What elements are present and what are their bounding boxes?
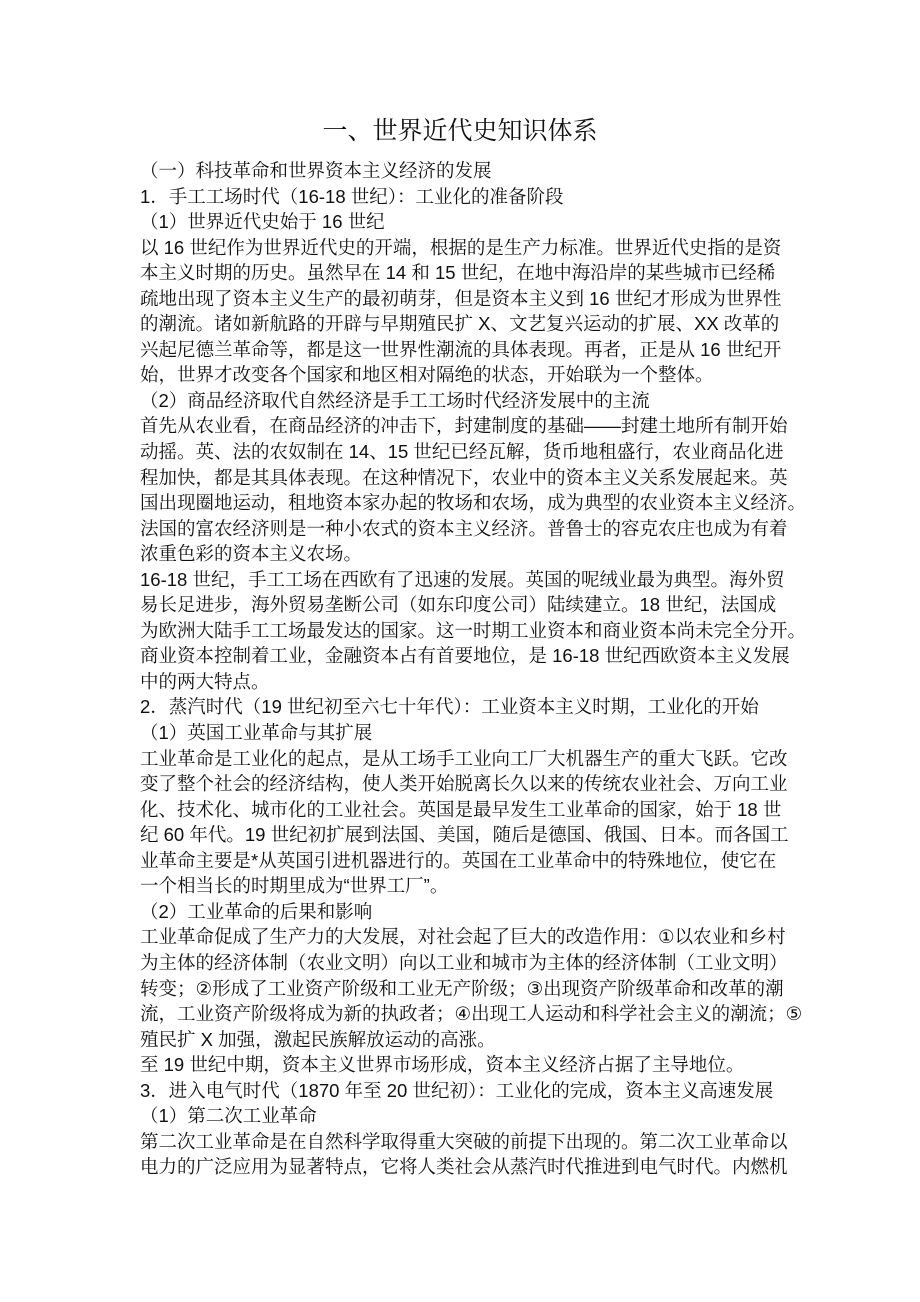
text-line: 化、技术化、城市化的工业社会。英国是最早发生工业革命的国家，始于 18 世 — [140, 798, 782, 820]
text-line: 工业革命是工业化的起点，是从工场手工业向工厂大机器生产的重大飞跃。它改 — [140, 747, 788, 769]
text-line: 1．手工工场时代（16-18 世纪）：工业化的准备阶段 — [140, 185, 564, 207]
document-body — [140, 158, 807, 1180]
text-line: 纪 60 年代。19 世纪初扩展到法国、美国，随后是德国、俄国、日本。而各国工 — [140, 824, 789, 846]
text-line: 电力的广泛应用为显著特点，它将人类社会从蒸汽时代推进到电气时代。内燃机 — [140, 1156, 788, 1178]
document-title: 一、世界近代史知识体系 — [322, 117, 598, 145]
text-line: 流，工业资产阶级将成为新的执政者；④出现工人运动和科学社会主义的潮流；⑤ — [140, 1003, 803, 1025]
text-line: 转变；②形成了工业资产阶级和工业无产阶级；③出现资产阶级革命和改革的潮 — [140, 977, 784, 999]
text-line: （2）商品经济取代自然经济是手工工场时代经济发展中的主流 — [140, 389, 650, 411]
text-line: （1）第二次工业革命 — [140, 1105, 317, 1127]
text-line: 变了整个社会的经济结构，使人类开始脱离长久以来的传统农业社会、万向工业 — [140, 773, 788, 795]
text-line: 工业革命促成了生产力的大发展，对社会起了巨大的改造作用：①以农业和乡村 — [140, 926, 786, 948]
text-line: 国出现圈地运动，租地资本家办起的牧场和农场，成为典型的农业资本主义经济。 — [140, 492, 807, 514]
text-line: 疏地出现了资本主义生产的最初萌芽，但是资本主义到 16 世纪才形成为世界性 — [140, 287, 782, 309]
text-line: 本主义时期的历史。虽然早在 14 和 15 世纪，在地中海沿岸的某些城市已经稀 — [140, 262, 776, 284]
text-line: 浓重色彩的资本主义农场。 — [140, 543, 363, 565]
text-line: 法国的富农经济则是一种小农式的资本主义经济。普鲁士的容克农庄也成为有着 — [140, 517, 788, 539]
text-line: 的潮流。诸如新航路的开辟与早期殖民扩 X、文艺复兴运动的扩展、XX 改革的 — [140, 313, 780, 335]
text-line: 业革命主要是*从英国引进机器进行的。英国在工业革命中的特殊地位，使它在 — [140, 849, 777, 871]
text-line: 程加快，都是其具体表现。在这种情况下，农业中的资本主义关系发展起来。英 — [140, 466, 788, 488]
text-line: （1）英国工业革命与其扩展 — [140, 722, 373, 744]
text-line: 中的两大特点。 — [140, 670, 270, 692]
text-line: （1）世界近代史始于 16 世纪 — [140, 211, 385, 233]
text-line: 一个相当长的时期里成为“世界工厂”。 — [140, 875, 449, 897]
text-line: 为欧洲大陆手工工场最发达的国家。这一时期工业资本和商业资本尚未完全分开。 — [140, 619, 807, 641]
text-line: 始，世界才改变各个国家和地区相对隔绝的状态，开始联为一个整体。 — [140, 364, 714, 386]
text-line: 首先从农业看，在商品经济的冲击下，封建制度的基础——封建土地所有制开始 — [140, 415, 788, 437]
text-line: （一）科技革命和世界资本主义经济的发展 — [140, 160, 492, 181]
text-line: 3．进入电气时代（1870 年至 20 世纪初）：工业化的完成，资本主义高速发展 — [140, 1079, 774, 1101]
text-line: 商业资本控制着工业，金融资本占有首要地位，是 16-18 世纪西欧资本主义发展 — [140, 645, 790, 667]
text-line: 至 19 世纪中期，资本主义世界市场形成，资本主义经济占据了主导地位。 — [140, 1054, 745, 1076]
text-line: 第二次工业革命是在自然科学取得重大突破的前提下出现的。第二次工业革命以 — [140, 1130, 788, 1152]
text-line: 2．蒸汽时代（19 世纪初至六七十年代）：工业资本主义时期，工业化的开始 — [140, 696, 759, 718]
text-line: 易长足进步，海外贸易垄断公司（如东印度公司）陆续建立。18 世纪，法国成 — [140, 594, 777, 616]
text-line: 16-18 世纪，手工工场在西欧有了迅速的发展。英国的呢绒业最为典型。海外贸 — [140, 568, 785, 590]
text-line: 为主体的经济体制（农业文明）向以工业和城市为主体的经济体制（工业文明） — [140, 951, 788, 973]
text-line: （2）工业革命的后果和影响 — [140, 900, 373, 922]
text-line: 以 16 世纪作为世界近代史的开端，根据的是生产力标准。世界近代史指的是资 — [140, 236, 782, 258]
text-line: 兴起尼德兰革命等，都是这一世界性潮流的具体表现。再者，正是从 16 世纪开 — [140, 338, 782, 360]
text-line: 动摇。英、法的农奴制在 14、15 世纪已经瓦解，货币地租盛行，农业商品化进 — [140, 441, 784, 463]
text-line: 殖民扩 X 加强，激起民族解放运动的高涨。 — [140, 1028, 496, 1050]
